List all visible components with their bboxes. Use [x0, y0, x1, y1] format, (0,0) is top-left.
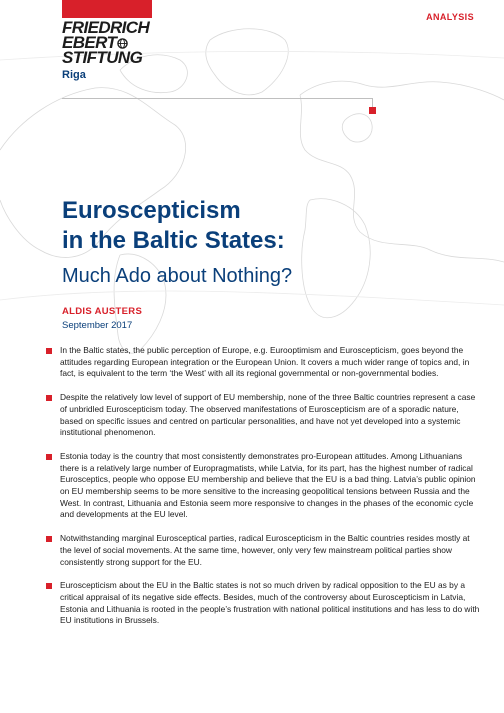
- logo-line-2: EBERT: [62, 35, 149, 50]
- key-point-text: Despite the relatively low level of support of EU membership, none of the three Baltic countries represent a case of unbridled Euroscepticism today. The observed manifestations of Euroscepticism are of a sporadic nature, based on specific issues and centred on particular personalities, and have not yet developed into a systemic institutional phenomenon.: [60, 392, 476, 438]
- logo-line-3: STIFTUNG: [62, 48, 143, 67]
- key-point-text: Estonia today is the country that most consistently demonstrates pro-European attitudes. Among Lithuanians there is a relatively large number of Europragmatists, while Latvia, for its part, has the highest number of radical Eurosceptics, people who oppose EU membership and believe that the EU is a bad thing. Latvia’s public opinion on EU membership seems to be more sensitive to the increasing geopolitical tensions between Russia and the West. In contrast, Lithuania and Estonia seem more responsive to changes in the phases of the economic cycle and developments at the EU level.: [60, 450, 476, 520]
- key-point: [46, 451, 481, 521]
- logo-line-1: FRIEDRICH: [62, 18, 150, 37]
- location-marker: [369, 107, 376, 114]
- bullet-square-icon: [46, 348, 52, 354]
- page-subtitle: Much Ado about Nothing?: [62, 265, 293, 287]
- office-name: Riga: [62, 69, 86, 81]
- key-point-text: Euroscepticism about the EU in the Baltic states is not so much driven by radical opposition to the EU as by a critical appraisal of its negative side effects. Besides, much of the controversy about Euroscepticism in Latvia, Estonia and Lithuania is rooted in the people’s frustration with national political institutions and has less to do with EU institutions in Brussels.: [60, 580, 480, 626]
- fes-logo: [62, 20, 149, 81]
- author-name: ALDIS AUSTERS: [62, 306, 143, 317]
- bullet-square-icon: [46, 395, 52, 401]
- bullet-square-icon: [46, 536, 52, 542]
- key-point: [46, 392, 481, 439]
- key-point: [46, 345, 481, 380]
- title-line-1: Euroscepticism: [62, 197, 241, 224]
- title-line-2: in the Baltic States:: [62, 227, 285, 254]
- publication-date: September 2017: [62, 320, 133, 331]
- key-point-text: In the Baltic states, the public perception of Europe, e.g. Eurooptimism and Euroscepticism, goes beyond the attitudes regarding European integration or the European Union. It covers a much wider range of topics and, in fact, is equivalent to the term ‘the West’ with all its regional governmental or non-governmental bodies.: [60, 345, 470, 379]
- document-type-label: ANALYSIS: [426, 12, 474, 22]
- header-rule: [62, 98, 372, 99]
- brand-red-tab: [62, 0, 152, 18]
- page-title: [62, 196, 482, 256]
- bullet-square-icon: [46, 583, 52, 589]
- key-point: [46, 580, 481, 627]
- key-point-text: Notwithstanding marginal Eurosceptical parties, radical Euroscepticism in the Baltic countries resides mostly at the level of social movements. At the same time, however, only very few mainstream political parties show consistently strong support for the EU.: [60, 533, 470, 567]
- key-points-list: [46, 345, 481, 639]
- bullet-square-icon: [46, 454, 52, 460]
- key-point: [46, 533, 481, 568]
